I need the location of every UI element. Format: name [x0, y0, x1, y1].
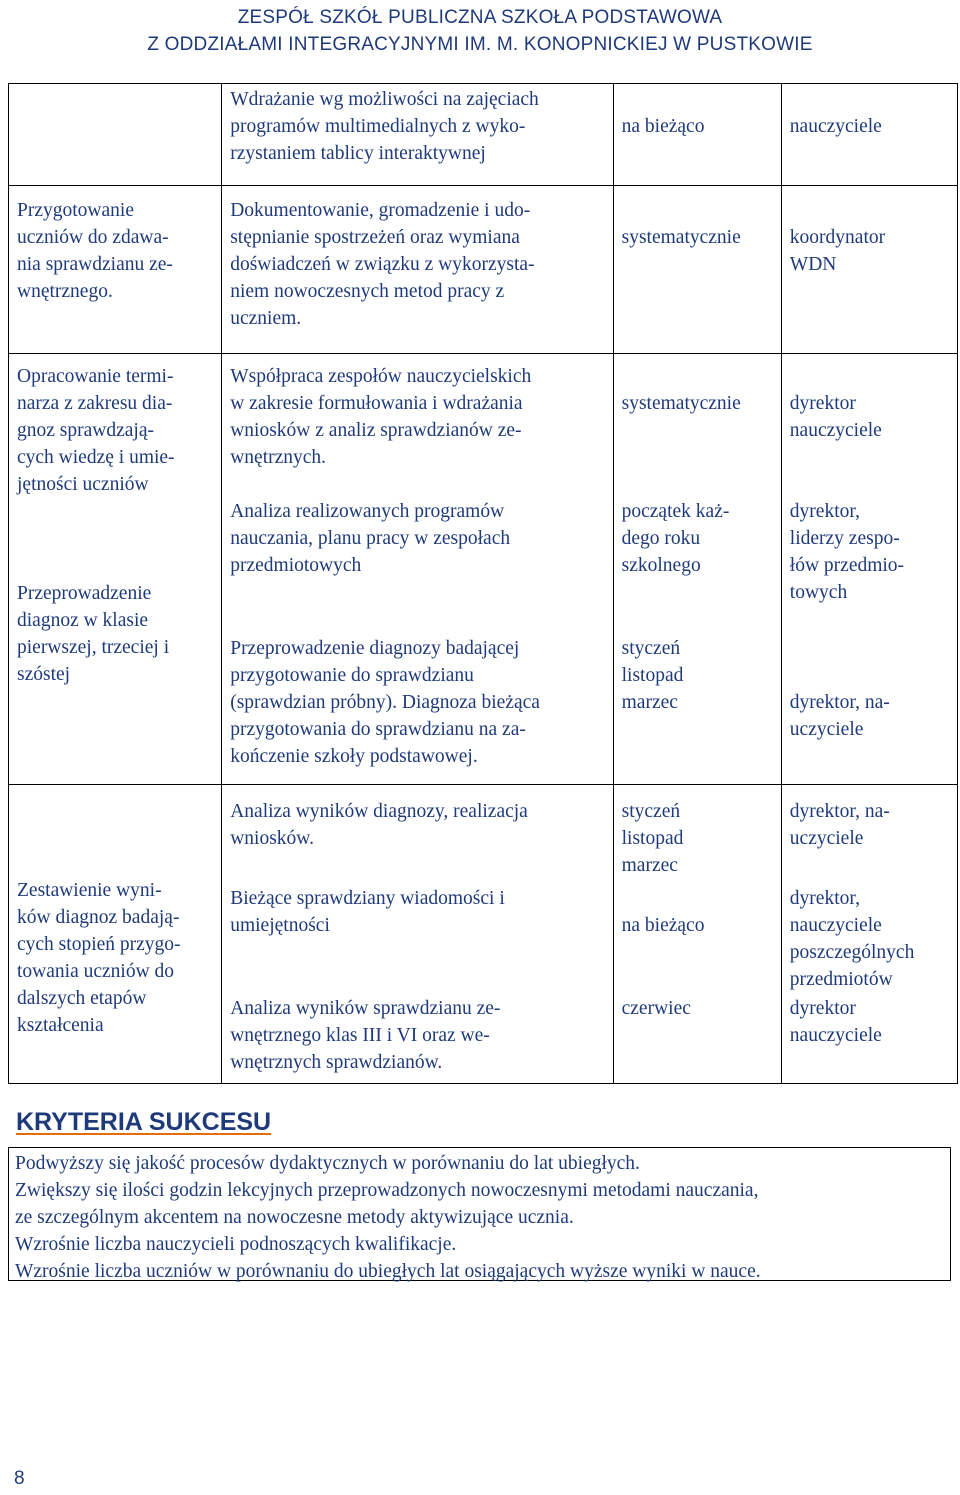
header-line-2: Z ODDZIAŁAMI INTEGRACYJNYMI IM. M. KONOPNICKIEJ W PUSTKOWIE: [147, 34, 813, 55]
term-cell: [613, 354, 781, 785]
header-line-1: ZESPÓŁ SZKÓŁ PUBLICZNA SZKOŁA PODSTAWOWA: [237, 7, 723, 28]
task-text: Zestawienie wyni- ków diagnoz badają- cych stopień przygo- towania uczniów do dalszych etapów kształcenia: [17, 880, 181, 1036]
action-text: Wdrażanie wg możliwości na zajęciach programów multimedialnych z wyko- rzystaniem tablicy interaktywnej: [230, 89, 539, 164]
term-text: czerwiec: [621, 998, 691, 1019]
responsible-text: dyrektor nauczyciele: [789, 998, 882, 1046]
task-cell: [9, 785, 222, 1084]
action-text: Analiza wyników sprawdzianu ze- wnętrznego klas III i VI oraz we- wnętrznych sprawdzianów.: [230, 998, 501, 1073]
responsible-text: dyrektor, liderzy zespo- łów przedmio- towych: [789, 501, 905, 603]
term-text: systematycznie: [621, 227, 741, 248]
task-text: Opracowanie termi- narza z zakresu dia- gnoz sprawdzają- cych wiedzę i umie- jętności uczniów: [17, 366, 175, 495]
action-cell: [222, 354, 613, 785]
responsible-text: dyrektor nauczyciele: [789, 393, 882, 441]
task-cell: [9, 354, 222, 785]
criteria-item: Podwyższy się jakość procesów dydaktycznych w porównaniu do lat ubiegłych.: [15, 1153, 640, 1174]
action-text: Analiza realizowanych programów nauczania, planu pracy w zespołach przedmiotowych: [230, 501, 511, 576]
action-text: Współpraca zespołów nauczycielskich w zakresie formułowania i wdrażania wniosków z analiz sprawdzianów ze- wnętrznych.: [230, 366, 532, 468]
criteria-item: ze szczególnym akcentem na nowoczesne metody aktywizujące ucznia.: [15, 1207, 574, 1228]
criteria-item: Wzrośnie liczba uczniów w porównaniu do ubiegłych lat osiągających wyższe wyniki w nauce.: [15, 1261, 761, 1282]
responsible-text: dyrektor, na- uczyciele: [789, 801, 890, 849]
term-text: na bieżąco: [621, 915, 705, 936]
criteria-box: [8, 1147, 951, 1281]
term-cell: [613, 84, 781, 186]
responsible-cell: [781, 785, 957, 1084]
criteria-heading: KRYTERIA SUKCESU: [16, 1108, 272, 1136]
responsible-text: koordynator WDN: [789, 227, 886, 275]
task-cell: [9, 84, 222, 186]
table-row: [9, 354, 958, 785]
term-text: styczeń listopad marzec: [621, 801, 684, 876]
page-number: 8: [14, 1468, 25, 1489]
criteria-item: Zwiększy się ilości godzin lekcyjnych przeprowadzonych nowoczesnymi metodami nauczania,: [15, 1180, 759, 1201]
task-text: Przeprowadzenie diagnoz w klasie pierwszej, trzeciej i szóstej: [17, 583, 170, 685]
table-row: [9, 186, 958, 354]
action-cell: [222, 84, 613, 186]
plan-table: [8, 83, 958, 1084]
action-text: Przeprowadzenie diagnozy badającej przygotowanie do sprawdzianu (sprawdzian próbny). Diagnoza bieżąca przygotowania do sprawdzianu na za- kończenie szkoły podstawowej.: [230, 638, 540, 767]
term-text: systematycznie: [621, 393, 741, 414]
responsible-text: nauczyciele: [789, 116, 882, 137]
action-text: Dokumentowanie, gromadzenie i udo- stępnianie spostrzeżeń oraz wymiana doświadczeń w związku z wykorzysta- niem nowoczesnych metod pracy z uczniem.: [230, 200, 535, 329]
responsible-cell: [781, 354, 957, 785]
document-header: [0, 4, 960, 58]
responsible-cell: [781, 186, 957, 354]
responsible-text: dyrektor, nauczyciele poszczególnych przedmiotów: [789, 888, 915, 990]
action-text: Analiza wyników diagnozy, realizacja wniosków.: [230, 801, 528, 849]
action-cell: [222, 186, 613, 354]
responsible-cell: [781, 84, 957, 186]
term-text: styczeń listopad marzec: [621, 638, 684, 713]
responsible-text: dyrektor, na- uczyciele: [789, 692, 890, 740]
term-cell: [613, 785, 781, 1084]
table-row: [9, 84, 958, 186]
term-text: początek każ- dego roku szkolnego: [621, 501, 730, 576]
task-text: Przygotowanie uczniów do zdawa- nia sprawdzianu ze- wnętrznego.: [17, 200, 173, 302]
table-row: [9, 785, 958, 1084]
task-cell: [9, 186, 222, 354]
term-text: na bieżąco: [621, 116, 705, 137]
term-cell: [613, 186, 781, 354]
action-cell: [222, 785, 613, 1084]
criteria-item: Wzrośnie liczba nauczycieli podnoszących kwalifikacje.: [15, 1234, 457, 1255]
action-text: Bieżące sprawdziany wiadomości i umiejętności: [230, 888, 505, 936]
